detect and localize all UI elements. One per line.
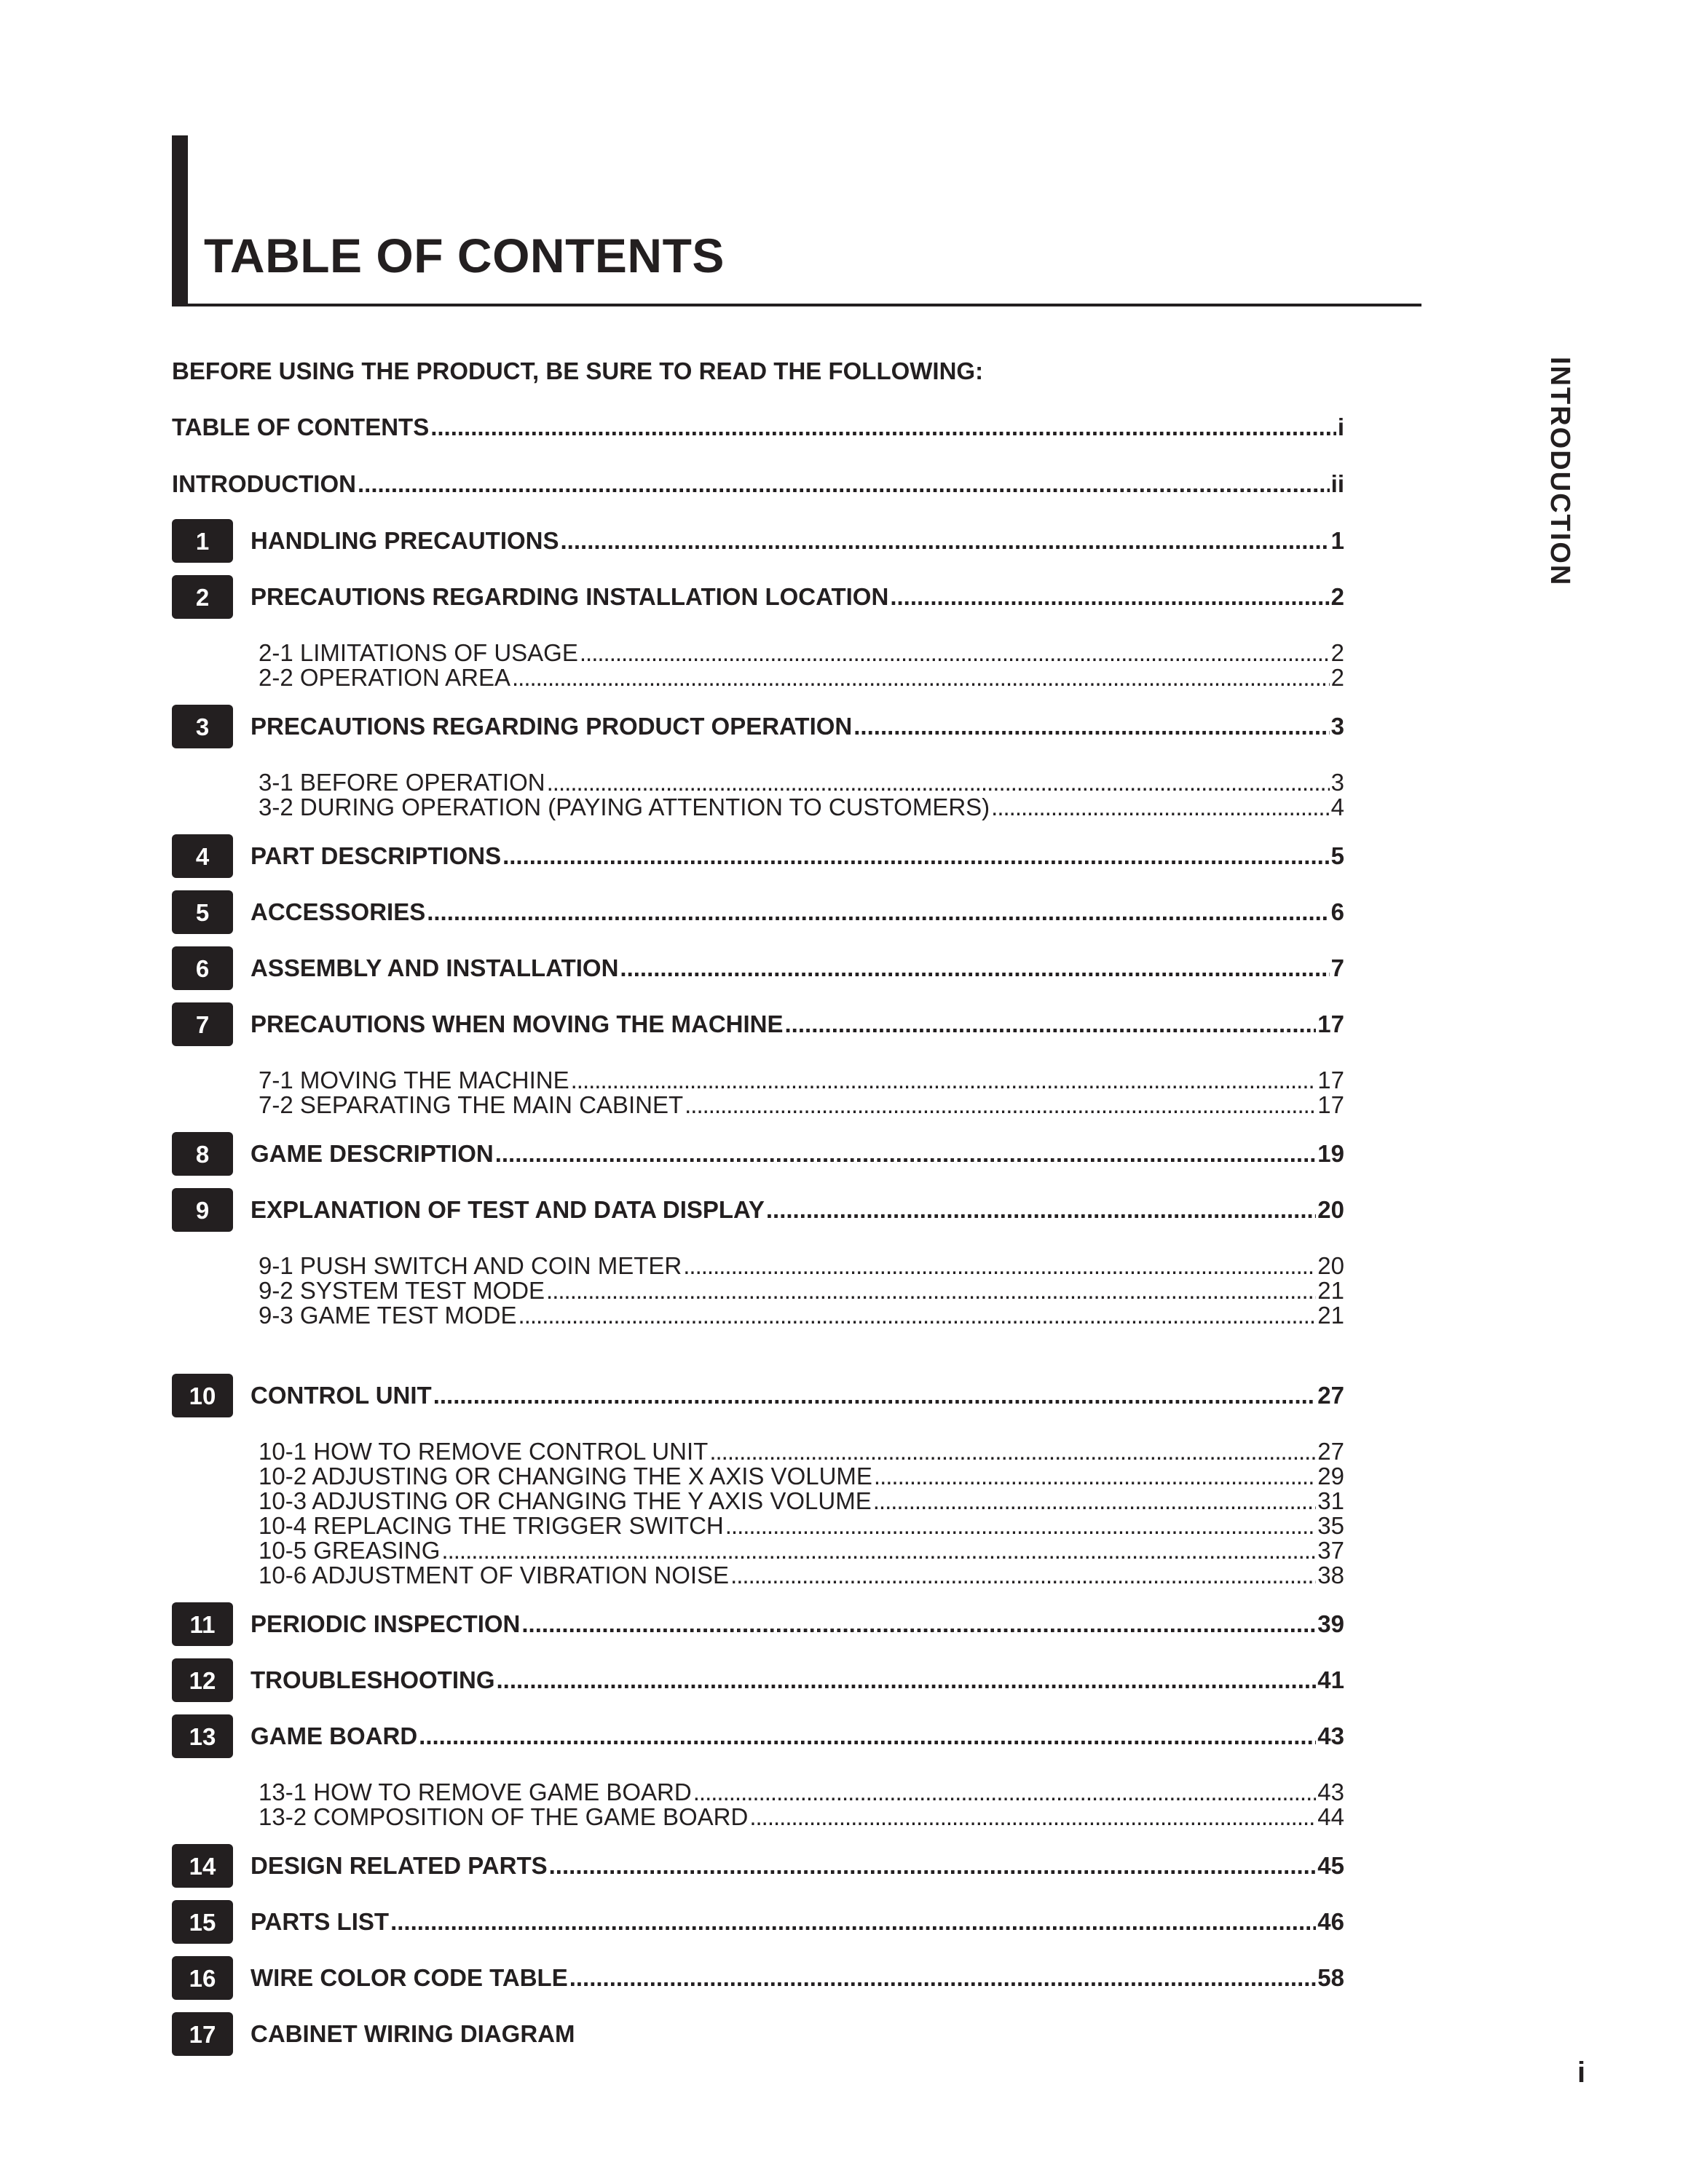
toc-chapter-page: 2 bbox=[1330, 583, 1344, 610]
dot-leader bbox=[874, 1464, 1316, 1488]
toc-chapter-6[interactable] bbox=[251, 956, 1344, 980]
toc-subsection-page: 20 bbox=[1317, 1252, 1344, 1279]
toc-chapter-12[interactable] bbox=[251, 1668, 1344, 1692]
page-title: TABLE OF CONTENTS bbox=[204, 229, 725, 282]
toc-chapter-title: PARTS LIST bbox=[251, 1908, 390, 1935]
chapter-number-badge: 7 bbox=[172, 1002, 233, 1046]
toc-subsection-title: 2-2 OPERATION AREA bbox=[259, 664, 510, 691]
dot-leader bbox=[547, 770, 1330, 794]
dot-leader bbox=[518, 1303, 1317, 1327]
toc-chapter-2[interactable] bbox=[251, 585, 1344, 609]
toc-chapter-page: 6 bbox=[1330, 898, 1344, 925]
toc-subsection[interactable] bbox=[259, 1464, 1344, 1488]
dot-leader bbox=[873, 1489, 1317, 1513]
dot-leader bbox=[502, 844, 1330, 868]
toc-chapter-page: 19 bbox=[1317, 1140, 1344, 1167]
dot-leader bbox=[441, 1538, 1316, 1562]
toc-subsection-page: 2 bbox=[1330, 664, 1344, 691]
toc-subsection-title: 10-5 GREASING bbox=[259, 1537, 441, 1564]
toc-subsection-page: 21 bbox=[1317, 1277, 1344, 1304]
toc-chapter-title: WIRE COLOR CODE TABLE bbox=[251, 1964, 568, 1991]
toc-subsection-title: 10-4 REPLACING THE TRIGGER SWITCH bbox=[259, 1512, 724, 1539]
toc-chapter-14[interactable] bbox=[251, 1853, 1344, 1878]
toc-chapter-title: ACCESSORIES bbox=[251, 898, 426, 925]
chapter-number-badge: 14 bbox=[172, 1844, 233, 1888]
dot-leader bbox=[991, 795, 1329, 819]
toc-chapter-5[interactable] bbox=[251, 900, 1344, 924]
toc-chapter-page: 58 bbox=[1317, 1964, 1344, 1991]
toc-chapter-4[interactable] bbox=[251, 844, 1344, 868]
dot-leader bbox=[569, 1966, 1317, 1990]
toc-subsection[interactable] bbox=[259, 1439, 1344, 1463]
dot-leader bbox=[853, 714, 1329, 738]
toc-subsection-title: 9-1 PUSH SWITCH AND COIN METER bbox=[259, 1252, 682, 1279]
toc-chapter-page: 46 bbox=[1317, 1908, 1344, 1935]
toc-chapter-title: PRECAUTIONS WHEN MOVING THE MACHINE bbox=[251, 1010, 784, 1037]
toc-subsection-title: 10-3 ADJUSTING OR CHANGING THE Y AXIS VOLUME bbox=[259, 1487, 872, 1514]
chapter-number-badge: 3 bbox=[172, 705, 233, 748]
toc-chapter-1[interactable] bbox=[251, 529, 1344, 553]
dot-leader bbox=[521, 1612, 1316, 1636]
toc-chapter-page: 5 bbox=[1330, 842, 1344, 869]
toc-chapter-title: CABINET WIRING DIAGRAM bbox=[251, 2020, 575, 2047]
chapter-number-badge: 4 bbox=[172, 834, 233, 878]
toc-subsection[interactable] bbox=[259, 770, 1344, 794]
toc-subsection[interactable] bbox=[259, 1514, 1344, 1538]
chapter-number-badge: 5 bbox=[172, 890, 233, 934]
dot-leader bbox=[749, 1805, 1316, 1829]
toc-chapter-title: GAME DESCRIPTION bbox=[251, 1140, 494, 1167]
toc-subsection-page: 38 bbox=[1317, 1562, 1344, 1588]
dot-leader bbox=[512, 665, 1330, 689]
toc-chapter-title: CONTROL UNIT bbox=[251, 1382, 432, 1409]
toc-subsection-page: 27 bbox=[1317, 1438, 1344, 1465]
toc-entry-introduction[interactable] bbox=[172, 472, 1344, 496]
toc-subsection-page: 29 bbox=[1317, 1463, 1344, 1489]
dot-leader bbox=[390, 1910, 1316, 1934]
toc-chapter-page: 45 bbox=[1317, 1852, 1344, 1879]
toc-chapter-15[interactable] bbox=[251, 1910, 1344, 1934]
toc-chapter-page: 20 bbox=[1317, 1196, 1344, 1223]
toc-subsection-page: 43 bbox=[1317, 1779, 1344, 1805]
toc-chapter-title: DESIGN RELATED PARTS bbox=[251, 1852, 548, 1879]
toc-chapter-7[interactable] bbox=[251, 1012, 1344, 1036]
dot-leader bbox=[730, 1563, 1316, 1587]
toc-subsection-page: 31 bbox=[1317, 1487, 1344, 1514]
dot-leader bbox=[546, 1278, 1316, 1302]
dot-leader bbox=[620, 956, 1329, 980]
chapter-number-badge: 17 bbox=[172, 2012, 233, 2056]
toc-subsection-title: 10-2 ADJUSTING OR CHANGING THE X AXIS VOLUME bbox=[259, 1463, 872, 1489]
chapter-number-badge: 15 bbox=[172, 1900, 233, 1944]
toc-chapter-title: GAME BOARD bbox=[251, 1722, 418, 1749]
toc-subsection[interactable] bbox=[259, 665, 1344, 689]
toc-chapter-page: 27 bbox=[1317, 1382, 1344, 1409]
toc-subsection-title: 3-1 BEFORE OPERATION bbox=[259, 769, 545, 796]
toc-chapter-title: PRECAUTIONS REGARDING INSTALLATION LOCATION bbox=[251, 583, 889, 610]
intro-notice: BEFORE USING THE PRODUCT, BE SURE TO READ THE FOLLOWING: bbox=[172, 357, 984, 384]
toc-subsection-page: 3 bbox=[1330, 769, 1344, 796]
section-side-tab bbox=[1541, 357, 1606, 597]
toc-subsection-page: 17 bbox=[1317, 1067, 1344, 1093]
dot-leader bbox=[685, 1093, 1316, 1117]
toc-chapter-16[interactable] bbox=[251, 1966, 1344, 1990]
toc-entry-title: TABLE OF CONTENTS bbox=[172, 414, 430, 440]
toc-subsection-title: 10-6 ADJUSTMENT OF VIBRATION NOISE bbox=[259, 1562, 730, 1588]
toc-chapter-page: 1 bbox=[1330, 527, 1344, 554]
toc-subsection[interactable] bbox=[259, 641, 1344, 665]
toc-entry-table-of-contents[interactable] bbox=[172, 415, 1344, 439]
toc-chapter-8[interactable] bbox=[251, 1142, 1344, 1166]
chapter-number-badge: 13 bbox=[172, 1714, 233, 1758]
toc-chapter-title: PRECAUTIONS REGARDING PRODUCT OPERATION bbox=[251, 713, 853, 740]
toc-subsection[interactable] bbox=[259, 1254, 1344, 1278]
toc-subsection-title: 2-1 LIMITATIONS OF USAGE bbox=[259, 639, 578, 666]
chapter-number-badge: 9 bbox=[172, 1188, 233, 1232]
toc-subsection[interactable] bbox=[259, 1538, 1344, 1562]
dot-leader bbox=[785, 1012, 1317, 1036]
toc-chapter-11[interactable] bbox=[251, 1612, 1344, 1636]
toc-subsection[interactable] bbox=[259, 1780, 1344, 1804]
toc-subsection-page: 44 bbox=[1317, 1803, 1344, 1830]
toc-subsection-page: 21 bbox=[1317, 1302, 1344, 1329]
dot-leader bbox=[693, 1780, 1317, 1804]
toc-chapter-page: 7 bbox=[1330, 954, 1344, 981]
dot-leader bbox=[549, 1853, 1317, 1878]
toc-subsection-title: 13-2 COMPOSITION OF THE GAME BOARD bbox=[259, 1803, 749, 1830]
toc-chapter-title: PERIODIC INSPECTION bbox=[251, 1610, 521, 1637]
toc-subsection-page: 4 bbox=[1330, 794, 1344, 820]
toc-subsection-title: 9-2 SYSTEM TEST MODE bbox=[259, 1277, 545, 1304]
dot-leader bbox=[427, 900, 1329, 924]
toc-subsection-page: 35 bbox=[1317, 1512, 1344, 1539]
toc-entry-page: ii bbox=[1330, 470, 1344, 497]
toc-chapter-page: 39 bbox=[1317, 1610, 1344, 1637]
toc-chapter-10[interactable] bbox=[251, 1383, 1344, 1407]
dot-leader bbox=[495, 1142, 1317, 1166]
toc-chapter-title: ASSEMBLY AND INSTALLATION bbox=[251, 954, 619, 981]
toc-subsection-page: 2 bbox=[1330, 639, 1344, 666]
toc-chapter-page: 3 bbox=[1330, 713, 1344, 740]
toc-chapter-title: TROUBLESHOOTING bbox=[251, 1666, 495, 1693]
toc-chapter-title: EXPLANATION OF TEST AND DATA DISPLAY bbox=[251, 1196, 765, 1223]
dot-leader bbox=[561, 529, 1330, 553]
toc-subsection-title: 7-1 MOVING THE MACHINE bbox=[259, 1067, 569, 1093]
chapter-number-badge: 8 bbox=[172, 1132, 233, 1176]
dot-leader bbox=[571, 1068, 1317, 1092]
toc-chapter-17[interactable] bbox=[251, 2022, 1344, 2046]
toc-subsection[interactable] bbox=[259, 1805, 1344, 1829]
dot-leader bbox=[683, 1254, 1316, 1278]
chapter-number-badge: 2 bbox=[172, 575, 233, 619]
chapter-number-badge: 6 bbox=[172, 946, 233, 990]
dot-leader bbox=[766, 1198, 1316, 1222]
toc-chapter-title: PART DESCRIPTIONS bbox=[251, 842, 502, 869]
dot-leader bbox=[725, 1514, 1317, 1538]
toc-subsection[interactable] bbox=[259, 1093, 1344, 1117]
toc-subsection-page: 37 bbox=[1317, 1537, 1344, 1564]
toc-entry-page: i bbox=[1337, 414, 1344, 440]
dot-leader bbox=[497, 1668, 1317, 1692]
chapter-number-badge: 16 bbox=[172, 1956, 233, 2000]
toc-subsection-title: 3-2 DURING OPERATION (PAYING ATTENTION TO CUSTOMERS) bbox=[259, 794, 990, 820]
toc-subsection[interactable] bbox=[259, 1068, 1344, 1092]
toc-subsection[interactable] bbox=[259, 1563, 1344, 1587]
dot-leader bbox=[709, 1439, 1316, 1463]
dot-leader bbox=[419, 1724, 1316, 1748]
toc-subsection[interactable] bbox=[259, 1278, 1344, 1302]
toc-chapter-page: 41 bbox=[1317, 1666, 1344, 1693]
toc-subsection-title: 13-1 HOW TO REMOVE GAME BOARD bbox=[259, 1779, 692, 1805]
toc-chapter-3[interactable] bbox=[251, 714, 1344, 738]
toc-chapter-page: 17 bbox=[1317, 1010, 1344, 1037]
toc-subsection[interactable] bbox=[259, 1489, 1344, 1513]
toc-chapter-9[interactable] bbox=[251, 1198, 1344, 1222]
header-accent-bar bbox=[172, 135, 188, 306]
toc-subsection-title: 7-2 SEPARATING THE MAIN CABINET bbox=[259, 1091, 684, 1118]
dot-leader bbox=[890, 585, 1329, 609]
chapter-number-badge: 1 bbox=[172, 519, 233, 563]
chapter-number-badge: 12 bbox=[172, 1658, 233, 1702]
toc-subsection-title: 9-3 GAME TEST MODE bbox=[259, 1302, 517, 1329]
toc-entry-title: INTRODUCTION bbox=[172, 470, 356, 497]
chapter-number-badge: 11 bbox=[172, 1602, 233, 1646]
toc-subsection[interactable] bbox=[259, 1303, 1344, 1327]
toc-subsection-page: 17 bbox=[1317, 1091, 1344, 1118]
header-divider bbox=[172, 304, 1421, 306]
toc-chapter-page: 43 bbox=[1317, 1722, 1344, 1749]
dot-leader bbox=[430, 415, 1336, 439]
side-tab-label: INTRODUCTION bbox=[1545, 357, 1575, 587]
toc-chapter-title: HANDLING PRECAUTIONS bbox=[251, 527, 559, 554]
toc-chapter-13[interactable] bbox=[251, 1724, 1344, 1748]
dot-leader bbox=[433, 1383, 1317, 1407]
dot-leader bbox=[580, 641, 1330, 665]
dot-leader bbox=[358, 472, 1330, 496]
chapter-number-badge: 10 bbox=[172, 1374, 233, 1417]
page-number: i bbox=[1577, 2057, 1586, 2089]
toc-subsection[interactable] bbox=[259, 795, 1344, 819]
toc-subsection-title: 10-1 HOW TO REMOVE CONTROL UNIT bbox=[259, 1438, 709, 1465]
